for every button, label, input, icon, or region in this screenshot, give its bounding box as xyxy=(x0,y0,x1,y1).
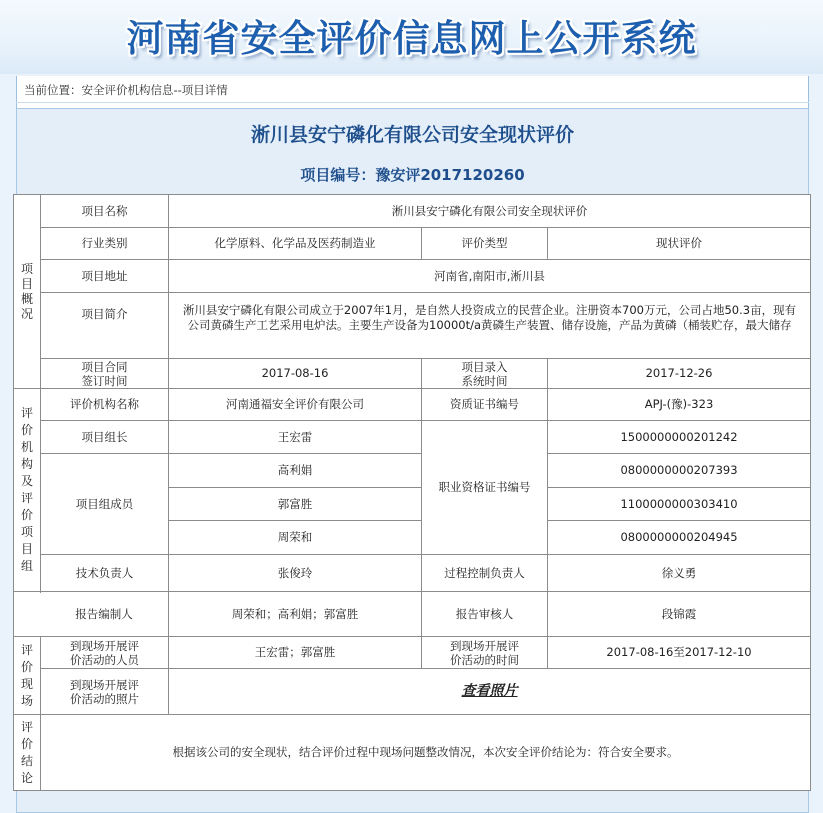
row-intro xyxy=(14,293,811,359)
label-auditor: 报告审核人 xyxy=(422,592,548,637)
value-auditor: 段锦霞 xyxy=(548,592,811,637)
value-industry: 化学原料、化学品及医药制造业 xyxy=(169,228,422,260)
value-site-time: 2017-08-16至2017-12-10 xyxy=(548,637,811,669)
value-qual-4: 0800000000204945 xyxy=(548,521,811,555)
label-report: 报告编制人 xyxy=(14,592,169,637)
row-conclusion xyxy=(14,715,811,791)
label-project-name: 项目名称 xyxy=(41,195,169,228)
breadcrumb-divider xyxy=(16,102,809,103)
value-intro: 淅川县安宁磷化有限公司成立于2007年1月，是自然人投资成立的民营企业。注册资本700万元，公司占地50.3亩，现有 公司黄磷生产工艺采用电炉法。主要生产设备为10000t/a黄磷生产装置、储存设施，产品为黄磷（桶装贮存，最大储存 xyxy=(169,293,811,359)
label-qualification: 职业资格证书编号 xyxy=(422,421,548,555)
site-banner xyxy=(0,0,823,74)
value-qual-3: 1100000000303410 xyxy=(548,488,811,521)
row-leader xyxy=(14,421,811,454)
value-entry-time: 2017-12-26 xyxy=(548,359,811,389)
value-address: 河南省,南阳市,淅川县 xyxy=(169,260,811,293)
row-tech xyxy=(14,555,811,592)
label-eval-type: 评价类型 xyxy=(422,228,548,260)
value-project-name: 淅川县安宁磷化有限公司安全现状评价 xyxy=(169,195,811,228)
value-member-1: 高利娟 xyxy=(169,454,422,488)
project-detail-table xyxy=(13,194,811,791)
label-tech: 技术负责人 xyxy=(41,555,169,592)
label-leader: 项目组长 xyxy=(41,421,169,454)
label-intro: 项目简介 xyxy=(41,293,169,359)
value-site-photo xyxy=(169,669,811,715)
site-title: 河南省安全评价信息网上公开系统 xyxy=(126,17,697,60)
value-process: 徐义勇 xyxy=(548,555,811,592)
section-agency: 评 价 机 构 及 评 价 项 目 组 xyxy=(14,389,41,592)
project-header xyxy=(16,108,809,194)
label-site-photo: 到现场开展评 价活动的照片 xyxy=(41,669,169,715)
row-industry xyxy=(14,228,811,260)
row-agency xyxy=(14,389,811,421)
value-contract-time: 2017-08-16 xyxy=(169,359,422,389)
value-member-2: 郭富胜 xyxy=(169,488,422,521)
label-entry-time: 项目录入 系统时间 xyxy=(422,359,548,389)
row-report xyxy=(14,592,811,637)
value-cert: APJ-(豫)-323 xyxy=(548,389,811,421)
label-industry: 行业类别 xyxy=(41,228,169,260)
breadcrumb: 当前位置：安全评价机构信息--项目详情 xyxy=(24,83,228,97)
label-agency: 评价机构名称 xyxy=(41,389,169,421)
value-agency: 河南通福安全评价有限公司 xyxy=(169,389,422,421)
label-members: 项目组成员 xyxy=(41,454,169,555)
value-qual-2: 0800000000207393 xyxy=(548,454,811,488)
row-site-staff xyxy=(14,637,811,669)
row-address xyxy=(14,260,811,293)
value-site-staff: 王宏雷；郭富胜 xyxy=(169,637,422,669)
section-overview: 项 目 概 况 xyxy=(14,195,41,389)
value-qual-1: 1500000000201242 xyxy=(548,421,811,454)
label-site-staff: 到现场开展评 价活动的人员 xyxy=(41,637,169,669)
conclusion-text: 根据该公司的安全现状，结合评价过程中现场问题整改情况，本次安全评价结论为：符合安全要求。 xyxy=(41,715,811,791)
label-site-time: 到现场开展评 价活动的时间 xyxy=(422,637,548,669)
row-site-photo xyxy=(14,669,811,715)
section-site: 评 价 现 场 xyxy=(14,637,41,715)
label-process: 过程控制负责人 xyxy=(422,555,548,592)
label-contract-time: 项目合同 签订时间 xyxy=(41,359,169,389)
label-address: 项目地址 xyxy=(41,260,169,293)
view-photos-link[interactable]: 查看照片 xyxy=(461,683,518,699)
value-report: 周荣和；高利娟；郭富胜 xyxy=(169,592,422,637)
value-leader: 王宏雷 xyxy=(169,421,422,454)
project-number: 项目编号：豫安评2017120260 xyxy=(300,166,525,184)
project-title: 淅川县安宁磷化有限公司安全现状评价 xyxy=(250,124,574,146)
value-tech: 张俊玲 xyxy=(169,555,422,592)
value-eval-type: 现状评价 xyxy=(548,228,811,260)
row-times xyxy=(14,359,811,389)
section-conclusion: 评 价 结 论 xyxy=(14,715,41,791)
label-cert: 资质证书编号 xyxy=(422,389,548,421)
value-member-3: 周荣和 xyxy=(169,521,422,555)
row-member-1 xyxy=(14,454,811,488)
row-project-name xyxy=(14,195,811,228)
